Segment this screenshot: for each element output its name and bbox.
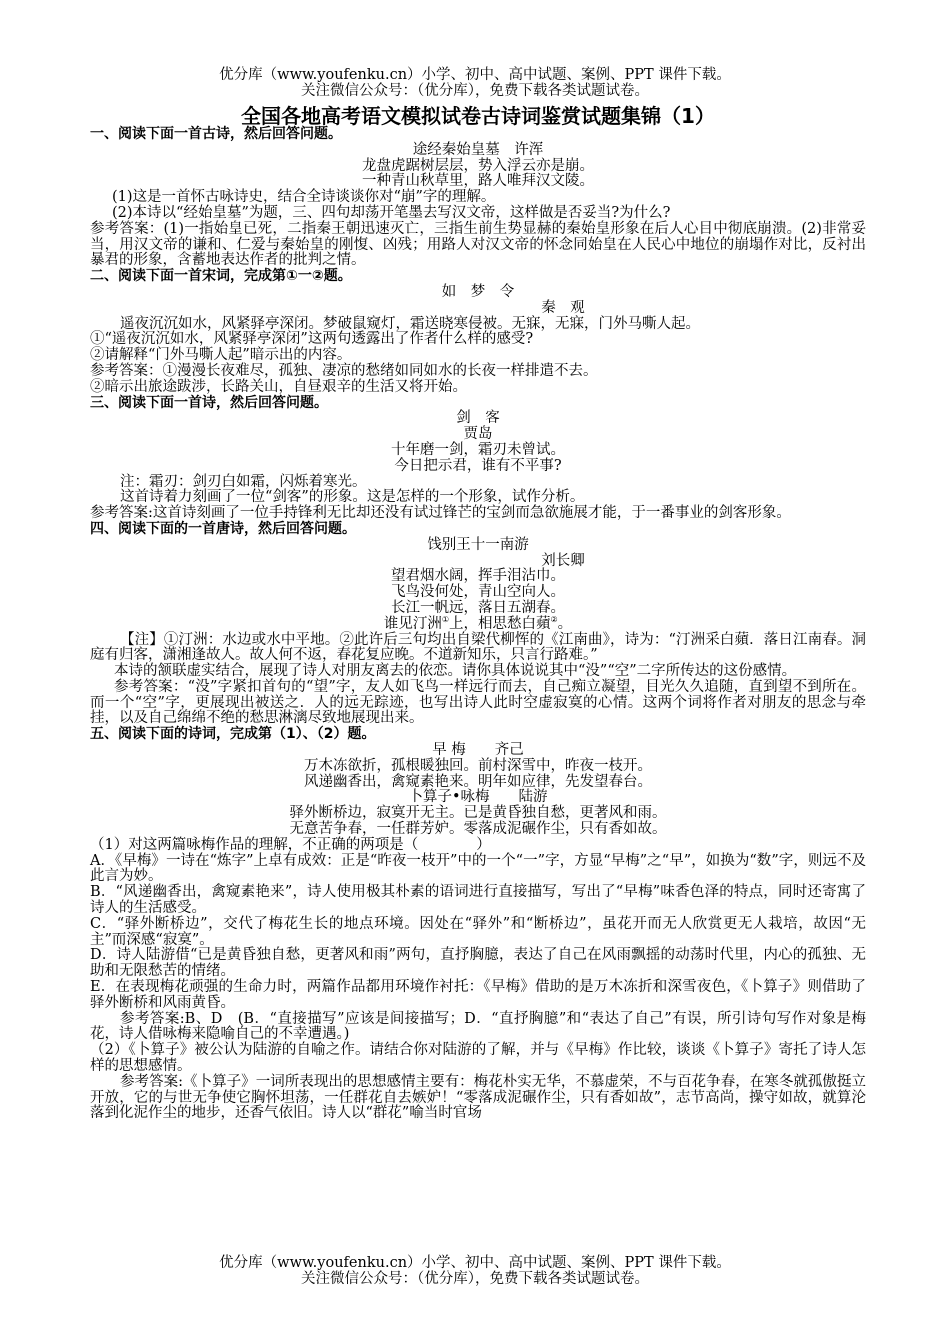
s1-poem-line: 一种青山秋草里，路人唯拜汉文陵。 [362,173,594,190]
main-content [90,105,866,1122]
s1-poem-line: 龙盘虎踞树层层，势入浮云亦是崩。 [362,157,594,174]
s4-poem-line: 望君烟水阔，挥手泪沾巾。 [391,568,565,585]
header-line-2: 关注微信公众号：（优分库），免费下载各类试题试卷。 [301,83,649,99]
s3-poem-title: 剑 客 [456,410,500,427]
s4-poem-title: 饯别王十一南游 [427,536,529,553]
s5-option-a: A．《早梅》一诗在“炼字”上卓有成效：正是“昨夜一枝开”中的一个“一”字，方显“早梅”之“早”，如换为“数”字，则远不及此言为妙。 [90,852,866,885]
s5-option-d: D．诗人陆游借“已是黄昏独自愁，更著风和雨”两句，直抒胸臆，表达了自己在风雨飘摇的动荡时代里，内心的孤独、无助和无限愁苦的情绪。 [90,947,866,980]
s3-answer: 参考答案:这首诗刻画了一位手持锋利无比却还没有试过锋芒的宝剑而急欲施展才能，于一番事业的剑客形象。 [90,505,791,522]
s4-note: 【注】①汀洲：水边或水中平地。②此许后三句均出自梁代柳恽的《江南曲》，诗为：“汀洲采白蘋．落日江南春。洞庭有归客，潇湘逢故人。故人何不返，春花复应晚。不道新知乐，只言行路难。” [90,631,866,664]
s2-answer-1: 参考答案：①漫漫长夜难尽，孤独、凄凉的愁绪如同如水的长夜一样排遣不去。 [90,362,598,379]
header-line-1: 优分库（www.youfenku.cn）小学、初中、高中试题、案例、PPT 课件下载。 [219,67,731,83]
s4-question: 本诗的颔联虚实结合，展现了诗人对朋友离去的依恋。请你具体说说其中“没”“空”二字所传达的这份感情。 [114,663,797,680]
s1-question-1: (1)这是一首怀古咏诗史，结合全诗谈谈你对“崩”字的理解。 [112,189,496,206]
section-2-heading: 二、阅读下面一首宋词，完成第①一②题。 [90,268,352,285]
s3-question: 这首诗着力刻画了一位“剑客”的形象。这是怎样的一个形象，试作分析。 [120,489,585,506]
s5-answer-1: 参考答案:B、D (B．“直接描写”应该是间接描写；D．“直抒胸臆”和“表达了自己”有误，所引诗句写作对象是梅花，诗人借咏梅来隐喻自己的不幸遭遇。) [90,1010,866,1043]
s5-poem2-line: 无意苦争春，一任群芳妒。零落成泥碾作尘，只有香如故。 [289,821,667,838]
s4-last-a: 谁见汀洲 [383,615,442,632]
s2-poem-text: 遥夜沉沉如水，风紧驿亭深闭。梦破鼠窥灯，霜送晓寒侵被。无寐，无寐，门外马嘶人起。 [120,315,700,332]
s4-poem-line: 长江一帆远，落日五湖春。 [391,599,565,616]
s4-last-b: 上，相思愁白蘋 [449,615,551,632]
s2-poem-title: 如 梦 令 [441,283,515,300]
section-3-heading: 三、阅读下面一首诗，然后回答问题。 [90,394,328,411]
s4-poem-line-last [90,614,866,633]
header [0,67,950,99]
section-1-heading: 一、阅读下面一首古诗，然后回答问题。 [90,126,342,142]
s1-poem-title: 途经秦始皇墓 许浑 [412,141,544,158]
footer-line-2: 关注微信公众号：（优分库），免费下载各类试题试卷。 [301,1271,649,1287]
footnote-mark-2: ② [550,614,558,624]
s5-poem1-title: 早 梅 齐己 [432,742,524,759]
s5-poem1-line: 风递幽香出，禽窥素艳来。明年如应律，先发望春台。 [304,773,652,790]
s3-note: 注：霜刃：剑刃白如霜，闪烁着寒光。 [120,473,367,490]
s4-answer: 参考答案：“没”字紧扣首句的“望”字，友人如飞鸟一样远行而去，自己痴立凝望，目光久久追随，直到望不到所在。而一个“空”字，更展现出被送之．人的远无踪迹，也写出诗人此时空虚寂寞的心情。这两个词将作者对朋友的思念与牵挂，以及自己绵绵不绝的愁思淋漓尽致地展现出来。 [90,678,866,727]
s5-poem2-line: 驿外断桥边，寂寞开无主。已是黄昏独自愁，更著风和雨。 [289,805,667,822]
s5-poem1-line: 万木冻欲折，孤根暖独回。前村深雪中，昨夜一枝开。 [304,757,652,774]
s1-question-2: (2)本诗以“经始皇墓”为题，三、四句却荡开笔墨去写汉文帝，这样做是否妥当?为什么? [112,204,671,221]
s5-question-1: （1）对这两篇咏梅作品的理解，不正确的两项是（ ） [90,836,491,853]
s5-option-b: B．“风递幽香出，禽窥素艳来”，诗人使用极其朴素的语词进行直接描写，写出了“早梅”味香色泽的特点，同时还寄寓了诗人的生活感受。 [90,884,866,917]
s5-option-c: C．“驿外断桥边”，交代了梅花生长的地点环境。因处在“驿外”和“断桥边”，虽花开而无人欣赏更无人栽培，故因“无主”而深感“寂寞”。 [90,915,866,948]
section-4-heading: 四、阅读下面的一首唐诗，然后回答问题。 [90,520,356,537]
s4-last-c: 。 [557,615,573,632]
s5-poem2-title: 卜算子•咏梅 陆游 [408,789,548,806]
section-5-heading: 五、阅读下面的诗词，完成第（1）、（2）题。 [90,726,376,743]
footer-line-1: 优分库（www.youfenku.cn）小学、初中、高中试题、案例、PPT 课件下载。 [219,1255,731,1271]
s5-option-e: E．在表现梅花顽强的生命力时，两篇作品都用环境作衬托：《早梅》借助的是万木冻折和深雪夜色，《卜算子》则借助了驿外断桥和风雨黄昏。 [90,979,866,1011]
s2-question-2: ②请解释“门外马嘶人起”暗示出的内容。 [90,347,352,364]
page-title: 全国各地高考语文模拟试卷古诗词鉴赏试题集锦（1） [241,104,715,128]
s2-answer-2: ②暗示出旅途跋涉，长路关山，自昼艰辛的生活又将开始。 [90,378,467,395]
s4-poem-line: 飞鸟没何处，青山空向人。 [391,584,565,601]
s4-author: 刘长卿 [541,552,585,569]
s3-author: 贾岛 [463,426,493,443]
s2-question-1: ①“遥夜沉沉如水，风紧驿亭深闭”这两句透露出了作者什么样的感受? [90,331,534,348]
footer [0,1255,950,1287]
s5-answer-2: 参考答案:《卜算子》一词所表现出的思想感情主要有：梅花朴实无华，不慕虚荣，不与百花争春，在寒冬就孤傲挺立开放，它的与世无争使它胸怀坦荡，一任群花自去嫉妒！“零落成泥碾作尘，只有香如故”，志节高尚，操守如故，就算沦落到化泥作尘的地步，还香气依旧。诗人以“群花”喻当时官场 [90,1073,866,1122]
s2-author: 秦 观 [541,299,585,316]
s5-question-2: （2）《卜算子》被公认为陆游的自喻之作。请结合你对陆游的了解，并与《早梅》作比较，谈谈《卜算子》寄托了诗人怎样的思想感情。 [90,1042,866,1075]
s3-poem-line: 十年磨一剑，霜刃未曾试。 [391,441,565,458]
s1-answer: 参考答案：(1)一指始皇已死，二指秦王朝迅速灭亡，三指生前生势显赫的秦始皇形象在后人心目中彻底崩溃。(2)非常妥当，用汉文帝的谦和、仁爱与秦始皇的刚愎、凶残；用路人对汉文帝的怀念同始皇在人民心中地位的崩塌作对比，反衬出暴君的形象，含蓄地表达作者的批判之情。 [90,220,866,269]
s3-poem-line: 今日把示君，谁有不平事? [394,457,562,474]
footnote-mark-1: ① [441,614,449,624]
